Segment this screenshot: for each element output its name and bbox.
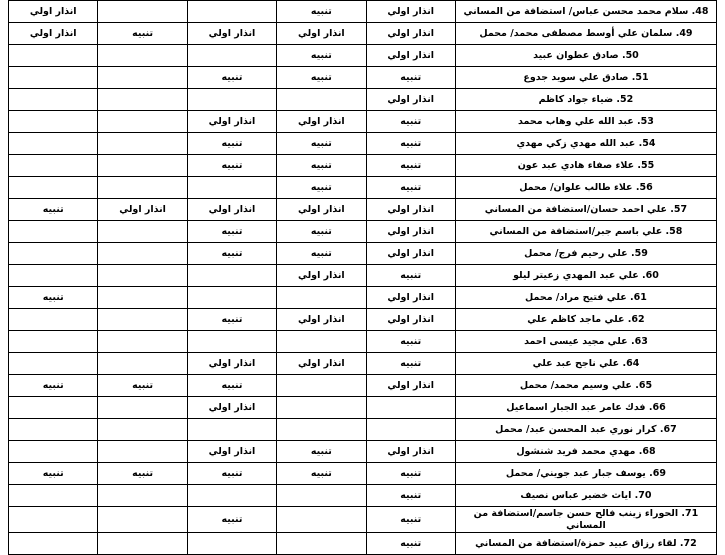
row-col3 bbox=[187, 533, 276, 555]
row-col5 bbox=[366, 397, 455, 419]
row-col2 bbox=[98, 441, 187, 463]
table-row bbox=[9, 463, 717, 485]
names-table bbox=[8, 0, 717, 555]
row-col4: انذار اولي bbox=[277, 265, 366, 287]
row-col1 bbox=[9, 265, 98, 287]
row-col1 bbox=[9, 397, 98, 419]
row-col1 bbox=[9, 155, 98, 177]
row-col5: انذار اولي bbox=[366, 45, 455, 67]
row-name: 53. عبد الله علي وهاب محمد bbox=[455, 111, 716, 133]
table-row bbox=[9, 507, 717, 533]
table-row bbox=[9, 23, 717, 45]
row-col3: انذار اولي bbox=[187, 353, 276, 375]
row-col5: تنبيه bbox=[366, 331, 455, 353]
row-col5: انذار اولي bbox=[366, 221, 455, 243]
row-name: 71. الحوراء زينب فالح حسن جاسم/استضافة من المساني bbox=[455, 507, 716, 533]
row-col4: تنبيه bbox=[277, 45, 366, 67]
row-col4: انذار اولي bbox=[277, 309, 366, 331]
row-col4: انذار اولي bbox=[277, 199, 366, 221]
row-col5: انذار اولي bbox=[366, 23, 455, 45]
row-col5: انذار اولي bbox=[366, 89, 455, 111]
table-row bbox=[9, 45, 717, 67]
row-col4: انذار اولي bbox=[277, 111, 366, 133]
row-col1 bbox=[9, 485, 98, 507]
row-name: 64. علي ناجح عبد علي bbox=[455, 353, 716, 375]
table-row bbox=[9, 485, 717, 507]
row-col5: انذار اولي bbox=[366, 441, 455, 463]
row-name: 67. كرار نوري عبد المحسن عبد/ محمل bbox=[455, 419, 716, 441]
table-row bbox=[9, 375, 717, 397]
row-col5: انذار اولي bbox=[366, 199, 455, 221]
row-col4: تنبيه bbox=[277, 177, 366, 199]
row-col5: تنبيه bbox=[366, 67, 455, 89]
row-col3 bbox=[187, 177, 276, 199]
row-col2 bbox=[98, 45, 187, 67]
row-name: 58. علي باسم جبر/استضافة من المساني bbox=[455, 221, 716, 243]
row-name: 51. صادق علي سويد جدوع bbox=[455, 67, 716, 89]
row-name: 60. علي عبد المهدي زعيتر ليلو bbox=[455, 265, 716, 287]
row-col1 bbox=[9, 353, 98, 375]
row-col2: تنبيه bbox=[98, 23, 187, 45]
row-col3: انذار اولي bbox=[187, 199, 276, 221]
row-col3 bbox=[187, 419, 276, 441]
row-col5: تنبيه bbox=[366, 155, 455, 177]
row-col4: تنبيه bbox=[277, 463, 366, 485]
row-col4 bbox=[277, 397, 366, 419]
row-col2 bbox=[98, 155, 187, 177]
row-col5: تنبيه bbox=[366, 533, 455, 555]
row-col2 bbox=[98, 1, 187, 23]
row-name: 63. علي مجيد عيسى احمد bbox=[455, 331, 716, 353]
row-col3 bbox=[187, 89, 276, 111]
row-col3: تنبيه bbox=[187, 309, 276, 331]
row-col5: تنبيه bbox=[366, 265, 455, 287]
row-col5: انذار اولي bbox=[366, 1, 455, 23]
row-col3: تنبيه bbox=[187, 243, 276, 265]
row-name: 56. علاء طالب علوان/ محمل bbox=[455, 177, 716, 199]
row-col3 bbox=[187, 485, 276, 507]
row-name: 55. علاء صفاء هادي عبد عون bbox=[455, 155, 716, 177]
row-col1 bbox=[9, 507, 98, 533]
row-col2 bbox=[98, 133, 187, 155]
row-col1: انذار اولي bbox=[9, 1, 98, 23]
row-col3: تنبيه bbox=[187, 463, 276, 485]
row-col4 bbox=[277, 375, 366, 397]
row-col3: تنبيه bbox=[187, 155, 276, 177]
row-col1 bbox=[9, 419, 98, 441]
row-name: 50. صادق عطوان عبيد bbox=[455, 45, 716, 67]
row-col4: تنبيه bbox=[277, 1, 366, 23]
row-col4: تنبيه bbox=[277, 221, 366, 243]
table-row bbox=[9, 533, 717, 555]
row-col4 bbox=[277, 331, 366, 353]
row-col3 bbox=[187, 287, 276, 309]
row-col5: انذار اولي bbox=[366, 309, 455, 331]
table-row bbox=[9, 309, 717, 331]
row-name: 59. علي رحيم فرج/ محمل bbox=[455, 243, 716, 265]
row-col1 bbox=[9, 243, 98, 265]
row-col2: تنبيه bbox=[98, 463, 187, 485]
row-name: 72. لقاء رزاق عبيد حمزة/استضافة من المساني bbox=[455, 533, 716, 555]
row-col1 bbox=[9, 133, 98, 155]
row-col1 bbox=[9, 45, 98, 67]
row-col3: انذار اولي bbox=[187, 23, 276, 45]
row-col5: تنبيه bbox=[366, 111, 455, 133]
row-col2 bbox=[98, 419, 187, 441]
table-row bbox=[9, 353, 717, 375]
row-col1: انذار اولي bbox=[9, 23, 98, 45]
row-col5: تنبيه bbox=[366, 485, 455, 507]
row-col4 bbox=[277, 89, 366, 111]
row-col4 bbox=[277, 533, 366, 555]
row-col3: تنبيه bbox=[187, 375, 276, 397]
row-col2 bbox=[98, 309, 187, 331]
row-col5: تنبيه bbox=[366, 463, 455, 485]
row-col4 bbox=[277, 507, 366, 533]
row-col5: تنبيه bbox=[366, 133, 455, 155]
row-col1 bbox=[9, 111, 98, 133]
table-row bbox=[9, 265, 717, 287]
table-body bbox=[9, 1, 717, 555]
table-row bbox=[9, 111, 717, 133]
row-col4: انذار اولي bbox=[277, 23, 366, 45]
row-col2 bbox=[98, 331, 187, 353]
row-name: 54. عبد الله مهدي زكي مهدي bbox=[455, 133, 716, 155]
table-row bbox=[9, 243, 717, 265]
row-col3: تنبيه bbox=[187, 507, 276, 533]
row-col3 bbox=[187, 331, 276, 353]
row-col4 bbox=[277, 419, 366, 441]
row-col2 bbox=[98, 507, 187, 533]
row-col4: تنبيه bbox=[277, 133, 366, 155]
row-col1: تنبيه bbox=[9, 199, 98, 221]
row-col1 bbox=[9, 309, 98, 331]
row-col4 bbox=[277, 485, 366, 507]
row-col1 bbox=[9, 89, 98, 111]
row-col5: تنبيه bbox=[366, 507, 455, 533]
row-col4: تنبيه bbox=[277, 67, 366, 89]
table-row bbox=[9, 133, 717, 155]
row-name: 61. علي فتيح مراد/ محمل bbox=[455, 287, 716, 309]
row-col5: تنبيه bbox=[366, 353, 455, 375]
row-col1: تنبيه bbox=[9, 375, 98, 397]
row-col1 bbox=[9, 441, 98, 463]
table-row bbox=[9, 221, 717, 243]
row-name: 49. سلمان علي أوسط مصطفى محمد/ محمل bbox=[455, 23, 716, 45]
row-col1 bbox=[9, 221, 98, 243]
row-name: 57. علي احمد حسان/استضافة من المساني bbox=[455, 199, 716, 221]
row-name: 66. فدك عامر عبد الجبار اسماعيل bbox=[455, 397, 716, 419]
row-col4: تنبيه bbox=[277, 155, 366, 177]
table-row bbox=[9, 441, 717, 463]
row-col2 bbox=[98, 287, 187, 309]
row-col3: انذار اولي bbox=[187, 441, 276, 463]
row-col2 bbox=[98, 353, 187, 375]
row-col2 bbox=[98, 397, 187, 419]
row-col1 bbox=[9, 331, 98, 353]
row-col4: تنبيه bbox=[277, 441, 366, 463]
table-row bbox=[9, 287, 717, 309]
row-col3 bbox=[187, 45, 276, 67]
row-col2 bbox=[98, 111, 187, 133]
table-row bbox=[9, 67, 717, 89]
row-name: 68. مهدي محمد فريد شنشول bbox=[455, 441, 716, 463]
row-col1: تنبيه bbox=[9, 463, 98, 485]
row-col3: انذار اولي bbox=[187, 397, 276, 419]
row-col1 bbox=[9, 177, 98, 199]
row-col2 bbox=[98, 243, 187, 265]
row-name: 62. علي ماجد كاظم علي bbox=[455, 309, 716, 331]
row-col2 bbox=[98, 89, 187, 111]
row-name: 48. سلام محمد محسن عباس/ استضافة من المساني bbox=[455, 1, 716, 23]
row-name: 52. ضياء جواد كاظم bbox=[455, 89, 716, 111]
row-col3 bbox=[187, 265, 276, 287]
row-col2 bbox=[98, 67, 187, 89]
row-col4: انذار اولي bbox=[277, 353, 366, 375]
row-col2: تنبيه bbox=[98, 375, 187, 397]
row-col3: تنبيه bbox=[187, 133, 276, 155]
row-col3: انذار اولي bbox=[187, 111, 276, 133]
row-col3: تنبيه bbox=[187, 67, 276, 89]
row-col1 bbox=[9, 67, 98, 89]
row-col2 bbox=[98, 533, 187, 555]
row-name: 65. علي وسيم محمد/ محمل bbox=[455, 375, 716, 397]
table-row bbox=[9, 331, 717, 353]
row-col2 bbox=[98, 177, 187, 199]
row-col3: تنبيه bbox=[187, 221, 276, 243]
row-name: 69. يوسف جبار عبد جويني/ محمل bbox=[455, 463, 716, 485]
table-row bbox=[9, 1, 717, 23]
row-col4: تنبيه bbox=[277, 243, 366, 265]
table-row bbox=[9, 177, 717, 199]
table-row bbox=[9, 89, 717, 111]
row-col5: انذار اولي bbox=[366, 243, 455, 265]
row-col5 bbox=[366, 419, 455, 441]
row-col1 bbox=[9, 533, 98, 555]
row-col2: انذار اولي bbox=[98, 199, 187, 221]
row-col1: تنبيه bbox=[9, 287, 98, 309]
table-row bbox=[9, 155, 717, 177]
row-col5: تنبيه bbox=[366, 177, 455, 199]
row-col3 bbox=[187, 1, 276, 23]
row-col2 bbox=[98, 265, 187, 287]
row-col2 bbox=[98, 485, 187, 507]
table-row bbox=[9, 419, 717, 441]
row-col5: انذار اولي bbox=[366, 287, 455, 309]
row-col5: انذار اولي bbox=[366, 375, 455, 397]
table-row bbox=[9, 199, 717, 221]
row-name: 70. اياث خضير عباس نصيف bbox=[455, 485, 716, 507]
table-row bbox=[9, 397, 717, 419]
row-col2 bbox=[98, 221, 187, 243]
row-col4 bbox=[277, 287, 366, 309]
